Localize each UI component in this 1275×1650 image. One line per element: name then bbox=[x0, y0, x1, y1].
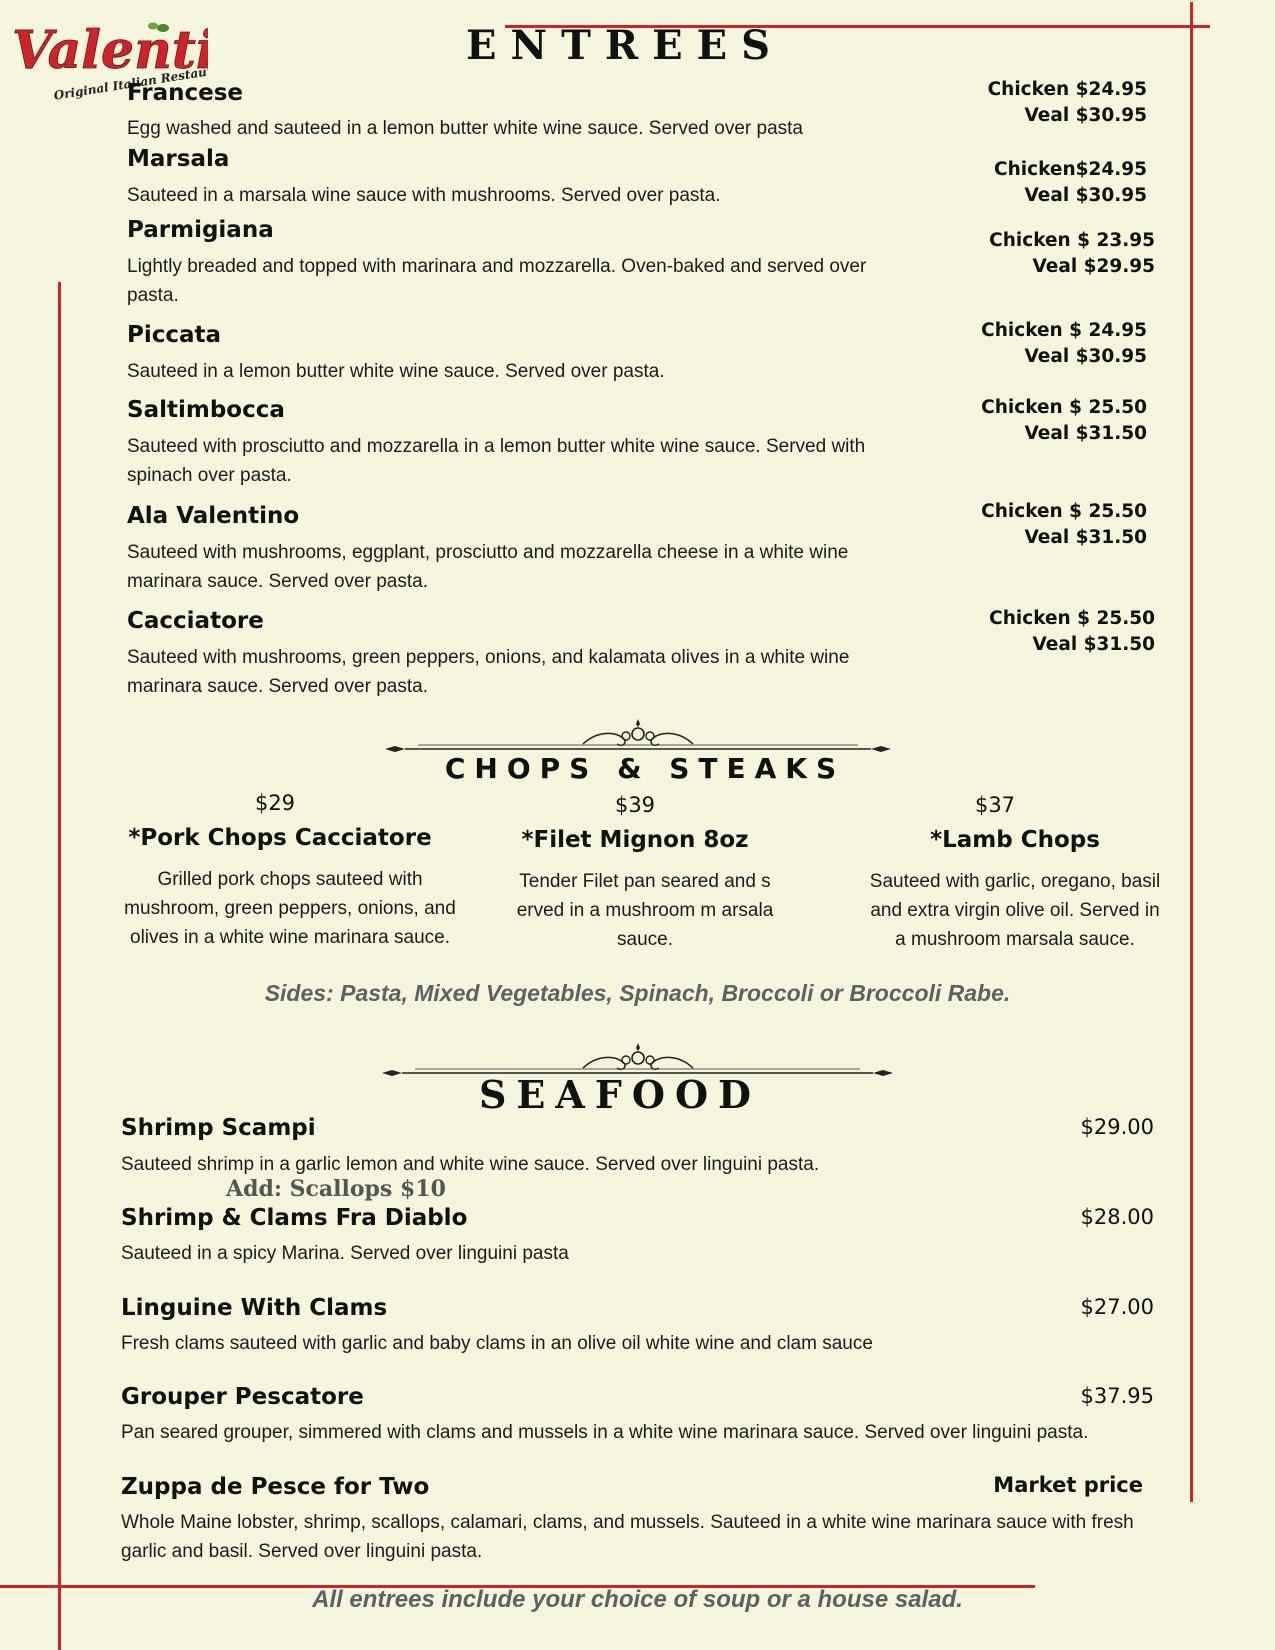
seafood-desc: Fresh clams sauteed with garlic and baby clams in an olive oil white wine and clam sauce bbox=[121, 1333, 873, 1354]
chop-item bbox=[865, 793, 1165, 954]
seafood-desc: Sauteed in a spicy Marina. Served over linguini pasta bbox=[121, 1243, 569, 1264]
veal-price: Veal $30.95 bbox=[1024, 346, 1147, 367]
seafood-price: $37.95 bbox=[1080, 1384, 1154, 1408]
veal-price: Veal $31.50 bbox=[1024, 423, 1147, 444]
veal-price: Veal $29.95 bbox=[1032, 256, 1155, 277]
veal-price: Veal $31.50 bbox=[1024, 527, 1147, 548]
entree-price bbox=[994, 157, 1147, 209]
entree-price bbox=[988, 77, 1147, 129]
chicken-price: Chicken $ 23.95 bbox=[989, 230, 1155, 251]
entree-desc: Egg washed and sauteed in a lemon butter white wine sauce. Served over pasta bbox=[127, 118, 803, 139]
chicken-price: Chicken $24.95 bbox=[987, 79, 1147, 100]
seafood-name: Shrimp & Clams Fra Diablo bbox=[121, 1205, 468, 1231]
chop-desc: Sauteed with garlic, oregano, basil and extra virgin olive oil. Served in a mushroom marsala sauce. bbox=[869, 871, 1161, 950]
seafood-desc: Whole Maine lobster, shrimp, scallops, calamari, clams, and mussels. Sauteed in a white wine marinara sauce with fresh garlic and basil. Served over linguini pasta. bbox=[121, 1512, 1134, 1562]
svg-text:Original Italian Restaurant: Original Italian Restaurant bbox=[52, 60, 208, 100]
seafood-price: $27.00 bbox=[1080, 1295, 1154, 1319]
entree-name: Francese bbox=[127, 80, 243, 106]
seafood-name: Shrimp Scampi bbox=[121, 1115, 316, 1141]
seafood-title: SEAFOOD bbox=[478, 1072, 762, 1117]
veal-price: Veal $30.95 bbox=[1024, 105, 1147, 126]
entree-desc: Lightly breaded and topped with marinara and mozzarella. Oven-baked and served over pasta. bbox=[127, 256, 867, 306]
chop-name: *Pork Chops Cacciatore bbox=[128, 825, 432, 851]
addon-note: Add: Scallops $10 bbox=[226, 1176, 446, 1202]
entree-desc: Sauteed in a lemon butter white wine sauce. Served over pasta. bbox=[127, 361, 665, 382]
seafood-name: Linguine With Clams bbox=[121, 1295, 388, 1321]
entree-desc: Sauteed with prosciutto and mozzarella in a lemon butter white wine sauce. Served with spinach over pasta. bbox=[127, 436, 866, 486]
entree-price bbox=[981, 499, 1147, 551]
seafood-price: $29.00 bbox=[1080, 1115, 1154, 1139]
seafood-price: Market price bbox=[993, 1473, 1143, 1497]
entree-desc: Sauteed in a marsala wine sauce with mushrooms. Served over pasta. bbox=[127, 185, 721, 206]
footer-note: All entrees include your choice of soup or a house salad. bbox=[312, 1586, 963, 1613]
chicken-price: Chicken $ 25.50 bbox=[981, 501, 1147, 522]
chop-desc: Tender Filet pan seared and s erved in a mushroom m arsala sauce. bbox=[516, 871, 774, 950]
entree-price bbox=[989, 228, 1155, 280]
ornament-divider bbox=[383, 716, 893, 756]
entree-price bbox=[989, 606, 1155, 658]
chop-price: $39 bbox=[614, 793, 656, 817]
chop-name: *Lamb Chops bbox=[930, 827, 1100, 853]
sides-note: Sides: Pasta, Mixed Vegetables, Spinach, Broccoli or Broccoli Rabe. bbox=[264, 980, 1011, 1006]
veal-price: Veal $31.50 bbox=[1032, 634, 1155, 655]
entrees-title: ENTREES bbox=[466, 22, 784, 69]
chops-title: CHOPS & STEAKS bbox=[444, 752, 846, 785]
veal-price: Veal $30.95 bbox=[1024, 185, 1147, 206]
entree-name: Saltimbocca bbox=[127, 397, 285, 423]
seafood-desc: Pan seared grouper, simmered with clams and mussels in a white wine marinara sauce. Served over linguini pasta. bbox=[121, 1422, 1089, 1443]
chicken-price: Chicken $ 25.50 bbox=[989, 608, 1155, 629]
entree-name: Cacciatore bbox=[127, 608, 264, 634]
chicken-price: Chicken $ 24.95 bbox=[981, 320, 1147, 341]
chicken-price: Chicken$24.95 bbox=[994, 159, 1147, 180]
seafood-desc: Sauteed shrimp in a garlic lemon and white wine sauce. Served over linguini pasta. bbox=[121, 1154, 820, 1175]
chop-item bbox=[105, 791, 475, 952]
entree-name: Parmigiana bbox=[127, 217, 274, 243]
entree-name: Marsala bbox=[127, 146, 230, 172]
frame-line-left bbox=[58, 282, 61, 1650]
chop-item bbox=[500, 793, 790, 954]
seafood-name: Zuppa de Pesce for Two bbox=[121, 1474, 430, 1500]
chop-name: *Filet Mignon 8oz bbox=[521, 827, 749, 853]
entree-desc: Sauteed with mushrooms, eggplant, prosciutto and mozzarella cheese in a white wine marinara sauce. Served over pasta. bbox=[127, 542, 849, 592]
entree-desc: Sauteed with mushrooms, green peppers, onions, and kalamata olives in a white wine marinara sauce. Served over pasta. bbox=[127, 647, 850, 697]
chop-price: $37 bbox=[974, 793, 1016, 817]
seafood-price: $28.00 bbox=[1080, 1205, 1154, 1229]
seafood-name: Grouper Pescatore bbox=[121, 1384, 364, 1410]
entree-price bbox=[981, 318, 1147, 370]
chop-price: $29 bbox=[254, 791, 296, 815]
entree-price bbox=[981, 395, 1147, 447]
entree-name: Ala Valentino bbox=[127, 503, 300, 529]
entree-name: Piccata bbox=[127, 322, 222, 348]
chop-desc: Grilled pork chops sauteed with mushroom, green peppers, onions, and olives in a white wine marinara sauce. bbox=[124, 869, 456, 948]
svg-text:Valentino: Valent bbox=[12, 20, 196, 81]
chicken-price: Chicken $ 25.50 bbox=[981, 397, 1147, 418]
